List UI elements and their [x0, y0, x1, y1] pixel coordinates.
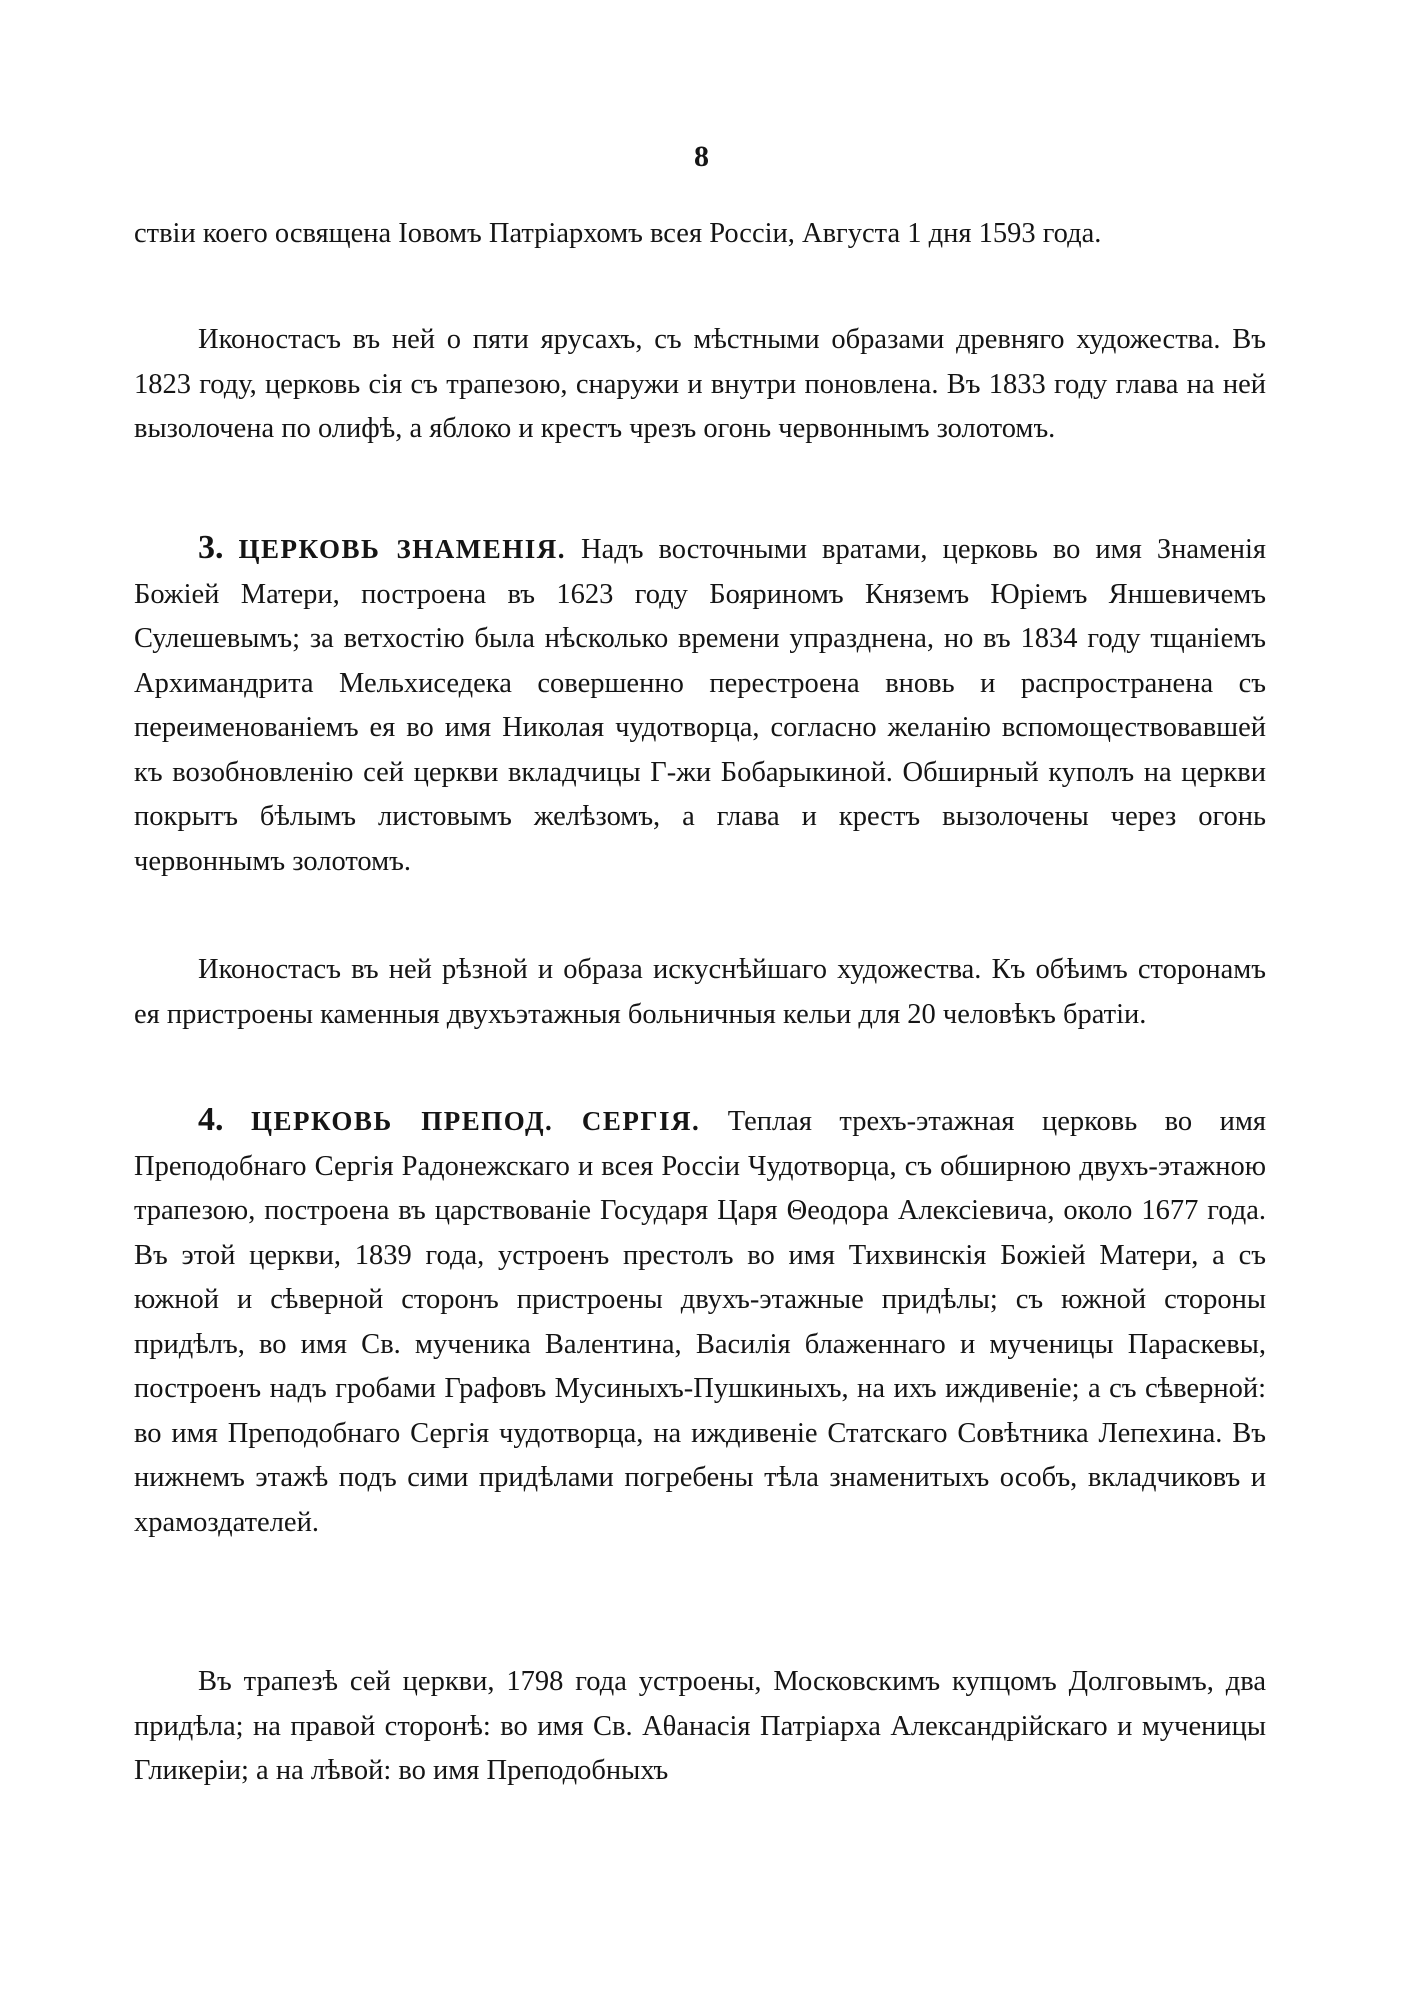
section-heading: ЦЕРКОВЬ ЗНАМЕНІЯ.: [238, 534, 566, 564]
section-church-znamenie: [134, 526, 1266, 884]
paragraph-continuation: ствіи коего освящена Іовомъ Патріархомъ всея Россіи, Августа 1 дня 1593 года.: [134, 218, 1102, 249]
section-church-sergius: [134, 1098, 1266, 1545]
section-number: 4.: [198, 1101, 224, 1138]
section-text: Надъ восточными вратами, церковь во имя Знаменія Божіей Матери, построена въ 1623 году Бояриномъ Княземъ Юріемъ Яншевичемъ Сулешевымъ; за ветхостію была нѣсколько времени упразднена, но въ 1834 году тщаніемъ Архимандрита Мельхиседека совершенно перестроена вновь и распространена съ переименованіемъ ея во имя Николая чудотворца, согласно желанію вспомоществовавшей къ возобновленію сей церкви вкладчицы Г-жи Бобарыкиной. Обширный куполъ на церкви покрытъ бѣлымъ листовымъ желѣзомъ, а глава и крестъ вызолочены через огонь червоннымъ золотомъ.: [134, 534, 1267, 877]
section-number: 3.: [198, 529, 224, 566]
paragraph-iconostasis-1: Иконостасъ въ ней о пяти ярусахъ, съ мѣстными образами древняго художества. Въ 1823 году, церковь сія съ трапезою, снаружи и внутри поновлена. Въ 1833 году глава на ней вызолочена по олифѣ, а яблоко и крестъ чрезъ огонь червоннымъ золотомъ.: [134, 324, 1266, 444]
paragraph-iconostasis-2: Иконостасъ въ ней рѣзной и образа искуснѣйшаго художества. Къ обѣимъ сторонамъ ея пристроены каменныя двухъэтажныя больничныя кельи для 20 человѣкъ братіи.: [134, 954, 1266, 1030]
section-text: Теплая трехъ-этажная церковь во имя Преподобнаго Сергія Радонежскаго и всея Россіи Чудотворца, съ обширною двухъ-этажною трапезою, построена въ царствованіе Государя Царя Θеодора Алексіевича, около 1677 года. Въ этой церкви, 1839 года, устроенъ престолъ во имя Тихвинскія Божіей Матери, а съ южной и сѣверной сторонъ пристроены двухъ-этажные придѣлы; съ южной стороны придѣлъ, во имя Св. мученика Валентина, Василія блаженнаго и мученицы Параскевы, построенъ надъ гробами Графовъ Мусиныхъ-Пушкиныхъ, на ихъ иждивеніе; а съ сѣверной: во имя Преподобнаго Сергія чудотворца, на иждивеніе Статскаго Совѣтника Лепехина. Въ нижнемъ этажѣ подъ сими придѣлами погребены тѣла знаменитыхъ особъ, вкладчиковъ и храмоздателей.: [134, 1106, 1267, 1538]
paragraph-refectory: Въ трапезѣ сей церкви, 1798 года устроены, Московскимъ купцомъ Долговымъ, два придѣла; на правой сторонѣ: во имя Св. Аθанасія Патріарха Александрійскаго и мученицы Гликеріи; а на лѣвой: во имя Преподобныхъ: [134, 1666, 1266, 1786]
page-number: 8: [694, 140, 710, 173]
section-heading: ЦЕРКОВЬ ПРЕПОД. СЕРГІЯ.: [250, 1106, 701, 1136]
